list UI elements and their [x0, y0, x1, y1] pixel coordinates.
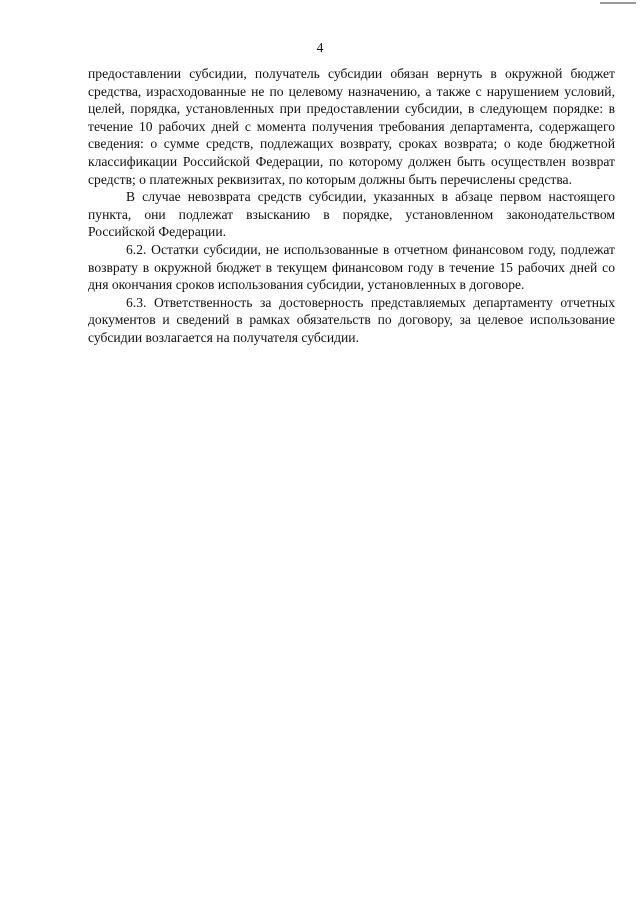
scan-corner-mark: [600, 2, 636, 4]
page-number: 4: [316, 40, 324, 55]
document-body: [88, 65, 615, 347]
paragraph-continuation: предоставлении субсидии, получатель субсидии обязан вернуть в окружной бюджет средства, израсходованные не по целевому назначению, а также с нарушением условий, целей, порядка, установленных при предоставлении субсидии, в следующем порядке: в течение 10 рабочих дней с момента получения требования департамента, содержащего сведения: о сумме средств, подлежащих возврату, сроках возврата; о коде бюджетной классификации Российской Федерации, по которому должен быть осуществлен возврат средств; о платежных реквизитах, по которым должны быть перечислены средства.: [88, 66, 615, 187]
paragraph-6-2: 6.2. Остатки субсидии, не использованные в отчетном финансовом году, подлежат возврату в окружной бюджет в текущем финансовом году в течение 15 рабочих дней со дня окончания сроков использования субсидии, установленных в договоре.: [88, 241, 615, 293]
paragraph-non-return-clause: В случае невозврата средств субсидии, указанных в абзаце первом настоящего пункта, они подлежат взысканию в порядке, установленном законодательством Российской Федерации.: [88, 189, 615, 240]
paragraph-6-3: 6.3. Ответственность за достоверность представляемых департаменту отчетных документов и сведений в рамках обязательств по договору, за целевое использование субсидии возлагается на получателя субсидии.: [88, 294, 615, 345]
